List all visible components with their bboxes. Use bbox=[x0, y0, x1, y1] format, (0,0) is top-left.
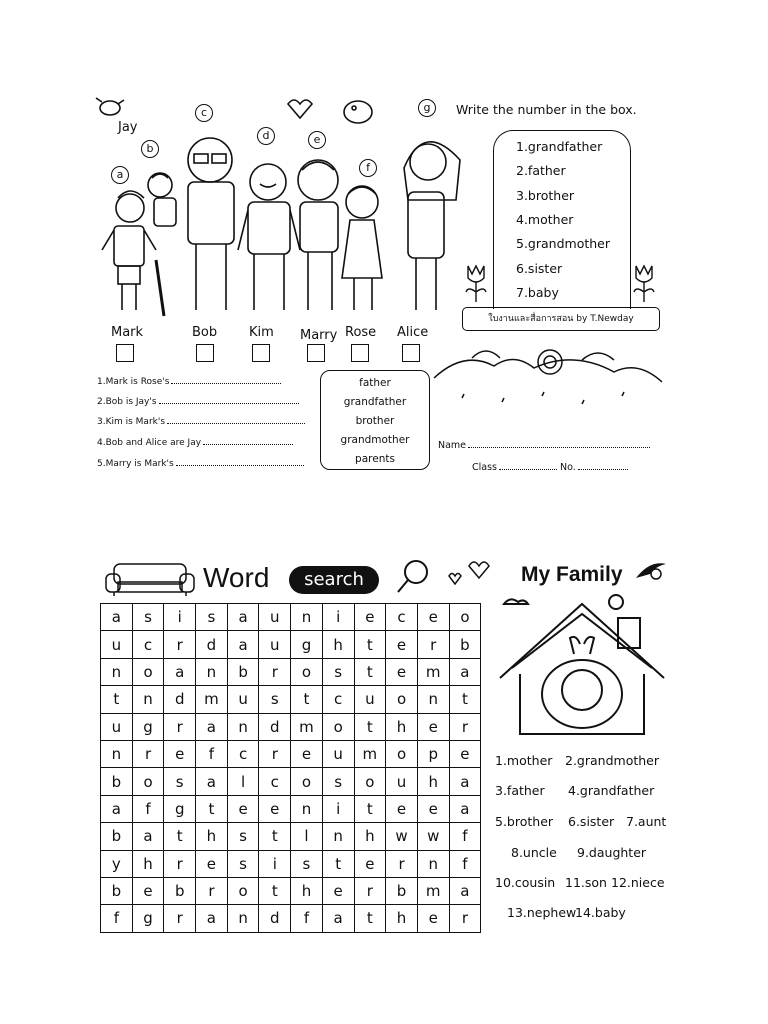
answer-box-rose[interactable] bbox=[351, 344, 369, 362]
grid-cell[interactable]: w bbox=[417, 823, 449, 850]
grid-row bbox=[101, 877, 481, 904]
grid-cell[interactable]: t bbox=[354, 795, 386, 822]
grid-cell[interactable]: o bbox=[227, 877, 259, 904]
grid-row bbox=[101, 768, 481, 795]
grid-cell[interactable]: o bbox=[386, 686, 418, 713]
grid-cell[interactable]: i bbox=[164, 604, 196, 631]
grid-cell[interactable]: e bbox=[291, 740, 323, 767]
question-1 bbox=[97, 377, 281, 387]
grid-cell[interactable]: l bbox=[227, 768, 259, 795]
question-text: 2.Bob is Jay's bbox=[97, 397, 157, 407]
person-name-kim: Kim bbox=[249, 325, 274, 340]
person-letter-c: c bbox=[195, 104, 213, 122]
grid-cell[interactable]: e bbox=[132, 877, 164, 904]
family-word: 8.uncle bbox=[511, 845, 557, 860]
tulip-icon bbox=[630, 262, 658, 302]
grid-cell[interactable]: r bbox=[449, 905, 481, 932]
word-bank bbox=[320, 370, 430, 470]
grid-cell[interactable]: o bbox=[386, 740, 418, 767]
grid-row bbox=[101, 658, 481, 685]
grid-cell[interactable]: a bbox=[132, 823, 164, 850]
family-word: 3.father bbox=[495, 783, 545, 798]
grid-cell[interactable]: g bbox=[291, 631, 323, 658]
grid-row bbox=[101, 713, 481, 740]
grid-row bbox=[101, 686, 481, 713]
family-word: 9.daughter bbox=[577, 845, 647, 860]
tulip-icon bbox=[462, 262, 490, 302]
family-word: 13.nephew bbox=[507, 905, 577, 920]
grid-cell[interactable]: e bbox=[417, 795, 449, 822]
grid-cell[interactable]: e bbox=[386, 631, 418, 658]
grid-cell[interactable]: u bbox=[259, 604, 291, 631]
grid-cell[interactable]: a bbox=[196, 713, 228, 740]
question-3 bbox=[97, 417, 305, 427]
grid-cell[interactable]: r bbox=[164, 713, 196, 740]
grid-cell[interactable]: t bbox=[101, 686, 133, 713]
grid-cell[interactable]: i bbox=[322, 604, 354, 631]
grid-cell[interactable]: c bbox=[227, 740, 259, 767]
word-search-grid bbox=[100, 603, 481, 933]
grid-cell[interactable]: t bbox=[322, 850, 354, 877]
grid-cell[interactable]: r bbox=[259, 658, 291, 685]
grid-cell[interactable]: r bbox=[354, 877, 386, 904]
answer-box-marry[interactable] bbox=[307, 344, 325, 362]
person-letter-g: g bbox=[418, 99, 436, 117]
grid-cell[interactable]: f bbox=[196, 740, 228, 767]
grid-cell[interactable]: r bbox=[449, 713, 481, 740]
grid-cell[interactable]: n bbox=[227, 905, 259, 932]
grid-cell[interactable]: m bbox=[354, 740, 386, 767]
grid-cell[interactable]: b bbox=[101, 823, 133, 850]
grid-cell[interactable]: n bbox=[322, 823, 354, 850]
grid-cell[interactable]: s bbox=[164, 768, 196, 795]
grid-cell[interactable]: w bbox=[386, 823, 418, 850]
swirl-icon bbox=[634, 560, 668, 586]
grid-cell[interactable]: t bbox=[354, 905, 386, 932]
word-bank-item: brother bbox=[355, 415, 395, 427]
grid-cell[interactable]: e bbox=[196, 850, 228, 877]
word-bank-item: grandmother bbox=[340, 434, 410, 446]
grid-cell[interactable]: y bbox=[101, 850, 133, 877]
magnifier-icon bbox=[396, 558, 432, 594]
person-letter-d: d bbox=[257, 127, 275, 145]
grid-cell[interactable]: o bbox=[449, 604, 481, 631]
grid-cell[interactable]: f bbox=[291, 905, 323, 932]
answer-line[interactable] bbox=[167, 423, 305, 424]
grid-cell[interactable]: n bbox=[132, 686, 164, 713]
name-label: Name bbox=[438, 440, 467, 451]
grid-cell[interactable]: o bbox=[322, 713, 354, 740]
grid-cell[interactable]: r bbox=[196, 877, 228, 904]
grid-cell[interactable]: a bbox=[449, 795, 481, 822]
grid-cell[interactable]: h bbox=[132, 850, 164, 877]
grid-cell[interactable]: e bbox=[417, 713, 449, 740]
grid-cell[interactable]: n bbox=[291, 795, 323, 822]
my-family-title: My Family bbox=[521, 563, 623, 586]
grid-cell[interactable]: t bbox=[164, 823, 196, 850]
grid-cell[interactable]: i bbox=[259, 850, 291, 877]
no-line[interactable] bbox=[578, 469, 628, 470]
grid-cell[interactable]: a bbox=[101, 604, 133, 631]
person-name-rose: Rose bbox=[345, 325, 377, 340]
grid-cell[interactable]: b bbox=[449, 631, 481, 658]
grid-cell[interactable]: s bbox=[227, 823, 259, 850]
grid-cell[interactable]: a bbox=[227, 631, 259, 658]
question-4 bbox=[97, 438, 293, 448]
question-2 bbox=[97, 397, 299, 407]
family-word: 14.baby bbox=[575, 905, 626, 920]
answer-line[interactable] bbox=[203, 444, 293, 445]
grid-cell[interactable]: r bbox=[132, 740, 164, 767]
grid-cell[interactable]: s bbox=[291, 850, 323, 877]
grid-row bbox=[101, 631, 481, 658]
question-text: 3.Kim is Mark's bbox=[97, 417, 166, 427]
grid-cell[interactable]: c bbox=[259, 768, 291, 795]
grid-cell[interactable]: h bbox=[386, 713, 418, 740]
house-illustration bbox=[494, 594, 670, 746]
grid-cell[interactable]: n bbox=[101, 740, 133, 767]
class-label: Class bbox=[472, 462, 497, 473]
grid-cell[interactable]: m bbox=[291, 713, 323, 740]
grid-cell[interactable]: a bbox=[322, 905, 354, 932]
grid-cell[interactable]: d bbox=[259, 713, 291, 740]
grid-cell[interactable]: e bbox=[227, 795, 259, 822]
grid-cell[interactable]: r bbox=[259, 740, 291, 767]
number-list-item: 6.sister bbox=[516, 261, 563, 276]
grid-cell[interactable]: o bbox=[132, 768, 164, 795]
number-list-item: 7.baby bbox=[516, 285, 559, 300]
grid-cell[interactable]: g bbox=[132, 905, 164, 932]
family-word: 7.aunt bbox=[626, 814, 667, 829]
word-bank-item: parents bbox=[355, 453, 395, 465]
grid-cell[interactable]: u bbox=[227, 686, 259, 713]
family-word: 2.grandmother bbox=[565, 753, 659, 768]
family-word: 10.cousin bbox=[495, 875, 556, 890]
name-field bbox=[438, 440, 650, 451]
answer-line[interactable] bbox=[159, 403, 299, 404]
grid-cell[interactable]: e bbox=[449, 740, 481, 767]
grid-cell[interactable]: f bbox=[449, 823, 481, 850]
grid-cell[interactable]: g bbox=[132, 713, 164, 740]
answer-line[interactable] bbox=[176, 465, 304, 466]
grid-cell[interactable]: p bbox=[417, 740, 449, 767]
grid-cell[interactable]: t bbox=[196, 795, 228, 822]
grid-cell[interactable]: d bbox=[196, 631, 228, 658]
grid-cell[interactable]: s bbox=[196, 604, 228, 631]
grid-cell[interactable]: r bbox=[164, 850, 196, 877]
grid-cell[interactable]: b bbox=[101, 877, 133, 904]
grid-cell[interactable]: n bbox=[417, 850, 449, 877]
grid-cell[interactable]: n bbox=[227, 713, 259, 740]
grid-cell[interactable]: b bbox=[227, 658, 259, 685]
grid-cell[interactable]: u bbox=[354, 686, 386, 713]
person-letter-e: e bbox=[308, 131, 326, 149]
grid-cell[interactable]: b bbox=[101, 768, 133, 795]
grid-cell[interactable]: b bbox=[164, 877, 196, 904]
no-label: No. bbox=[560, 462, 576, 473]
grid-cell[interactable]: f bbox=[449, 850, 481, 877]
grid-cell[interactable]: t bbox=[291, 686, 323, 713]
word-search-title-search: search bbox=[289, 566, 379, 594]
family-word: 11.son bbox=[565, 875, 607, 890]
grid-cell[interactable]: r bbox=[164, 905, 196, 932]
grid-cell[interactable]: e bbox=[354, 604, 386, 631]
grid-cell[interactable]: s bbox=[227, 850, 259, 877]
grid-cell[interactable]: o bbox=[291, 658, 323, 685]
person-name-jay: Jay bbox=[118, 120, 138, 135]
grid-cell[interactable]: f bbox=[132, 795, 164, 822]
grid-row bbox=[101, 905, 481, 932]
hill-illustration bbox=[432, 338, 664, 418]
grid-cell[interactable]: a bbox=[101, 795, 133, 822]
grid-cell[interactable]: d bbox=[164, 686, 196, 713]
family-word: 12.niece bbox=[611, 875, 665, 890]
grid-cell[interactable]: i bbox=[322, 795, 354, 822]
word-bank-item: father bbox=[359, 377, 391, 389]
grid-cell[interactable]: f bbox=[101, 905, 133, 932]
number-list-item: 3.brother bbox=[516, 188, 575, 203]
class-line[interactable] bbox=[499, 469, 557, 470]
person-letter-b: b bbox=[141, 140, 159, 158]
class-field bbox=[472, 462, 628, 473]
grid-cell[interactable]: g bbox=[164, 795, 196, 822]
grid-cell[interactable]: c bbox=[322, 686, 354, 713]
credit-label: ใบงานและสื่อการสอน by T.Newday bbox=[462, 307, 660, 331]
grid-cell[interactable]: h bbox=[322, 631, 354, 658]
grid-row bbox=[101, 795, 481, 822]
grid-cell[interactable]: r bbox=[417, 631, 449, 658]
person-letter-a: a bbox=[111, 166, 129, 184]
grid-cell[interactable]: u bbox=[322, 740, 354, 767]
grid-cell[interactable]: s bbox=[322, 658, 354, 685]
hearts-icon bbox=[445, 556, 495, 592]
grid-cell[interactable]: r bbox=[386, 850, 418, 877]
grid-cell[interactable]: a bbox=[449, 768, 481, 795]
answer-box-bob[interactable] bbox=[196, 344, 214, 362]
answer-box-alice[interactable] bbox=[402, 344, 420, 362]
grid-cell[interactable]: a bbox=[449, 658, 481, 685]
grid-cell[interactable]: t bbox=[259, 877, 291, 904]
grid-cell[interactable]: e bbox=[354, 850, 386, 877]
grid-cell[interactable]: r bbox=[164, 631, 196, 658]
name-line[interactable] bbox=[468, 447, 650, 448]
grid-cell[interactable]: n bbox=[196, 658, 228, 685]
grid-cell[interactable]: a bbox=[164, 658, 196, 685]
grid-cell[interactable]: e bbox=[259, 795, 291, 822]
grid-cell[interactable]: e bbox=[417, 604, 449, 631]
grid-cell[interactable]: m bbox=[417, 877, 449, 904]
person-letter-f: f bbox=[359, 159, 377, 177]
grid-cell[interactable]: c bbox=[132, 631, 164, 658]
grid-cell[interactable]: h bbox=[291, 877, 323, 904]
grid-cell[interactable]: e bbox=[386, 795, 418, 822]
instruction-text: Write the number in the box. bbox=[456, 102, 637, 117]
grid-cell[interactable]: o bbox=[354, 768, 386, 795]
question-text: 1.Mark is Rose's bbox=[97, 377, 170, 387]
family-word: 1.mother bbox=[495, 753, 553, 768]
grid-cell[interactable]: s bbox=[322, 768, 354, 795]
grid-cell[interactable]: u bbox=[101, 631, 133, 658]
question-text: 5.Marry is Mark's bbox=[97, 459, 174, 469]
grid-cell[interactable]: a bbox=[196, 905, 228, 932]
grid-cell[interactable]: t bbox=[449, 686, 481, 713]
grid-cell[interactable]: m bbox=[417, 658, 449, 685]
person-name-alice: Alice bbox=[397, 325, 429, 340]
word-search-title-word: Word bbox=[203, 562, 270, 593]
family-word: 4.grandfather bbox=[568, 783, 655, 798]
grid-cell[interactable]: t bbox=[354, 631, 386, 658]
grid-cell[interactable]: d bbox=[259, 905, 291, 932]
number-list-panel bbox=[493, 130, 631, 309]
grid-cell[interactable]: e bbox=[386, 658, 418, 685]
grid-cell[interactable]: t bbox=[354, 713, 386, 740]
grid-cell[interactable]: u bbox=[259, 631, 291, 658]
answer-line[interactable] bbox=[171, 383, 281, 384]
number-list-item: 4.mother bbox=[516, 212, 574, 227]
person-name-bob: Bob bbox=[192, 325, 218, 340]
grid-cell[interactable]: s bbox=[132, 604, 164, 631]
grid-row bbox=[101, 740, 481, 767]
grid-cell[interactable]: n bbox=[101, 658, 133, 685]
grid-cell[interactable]: l bbox=[291, 823, 323, 850]
family-word: 6.sister bbox=[568, 814, 615, 829]
grid-cell[interactable]: s bbox=[259, 686, 291, 713]
grid-cell[interactable]: e bbox=[164, 740, 196, 767]
grid-cell[interactable]: e bbox=[417, 905, 449, 932]
grid-cell[interactable]: a bbox=[227, 604, 259, 631]
question-5 bbox=[97, 459, 304, 469]
grid-cell[interactable]: t bbox=[259, 823, 291, 850]
grid-cell[interactable]: o bbox=[291, 768, 323, 795]
grid-cell[interactable]: h bbox=[386, 905, 418, 932]
grid-cell[interactable]: h bbox=[196, 823, 228, 850]
word-bank-item: grandfather bbox=[343, 396, 407, 408]
grid-row bbox=[101, 604, 481, 631]
grid-cell[interactable]: n bbox=[417, 686, 449, 713]
family-word: 5.brother bbox=[495, 814, 554, 829]
grid-cell[interactable]: t bbox=[354, 658, 386, 685]
grid-cell[interactable]: n bbox=[291, 604, 323, 631]
grid-cell[interactable]: e bbox=[322, 877, 354, 904]
number-list-item: 2.father bbox=[516, 163, 566, 178]
grid-cell[interactable]: o bbox=[132, 658, 164, 685]
family-illustration bbox=[90, 90, 470, 330]
grid-cell[interactable]: m bbox=[196, 686, 228, 713]
grid-cell[interactable]: b bbox=[386, 877, 418, 904]
grid-cell[interactable]: a bbox=[196, 768, 228, 795]
grid-cell[interactable]: c bbox=[386, 604, 418, 631]
number-list-item: 1.grandfather bbox=[516, 139, 603, 154]
answer-box-kim[interactable] bbox=[252, 344, 270, 362]
grid-row bbox=[101, 850, 481, 877]
grid-cell[interactable]: a bbox=[449, 877, 481, 904]
grid-cell[interactable]: h bbox=[354, 823, 386, 850]
sofa-icon bbox=[104, 560, 196, 598]
answer-box-mark[interactable] bbox=[116, 344, 134, 362]
grid-cell[interactable]: u bbox=[101, 713, 133, 740]
grid-cell[interactable]: u bbox=[386, 768, 418, 795]
number-list-item: 5.grandmother bbox=[516, 236, 610, 251]
person-name-mark: Mark bbox=[111, 325, 144, 340]
question-text: 4.Bob and Alice are Jay bbox=[97, 438, 202, 448]
grid-row bbox=[101, 823, 481, 850]
grid-cell[interactable]: h bbox=[417, 768, 449, 795]
person-name-marry: Marry bbox=[300, 328, 338, 343]
